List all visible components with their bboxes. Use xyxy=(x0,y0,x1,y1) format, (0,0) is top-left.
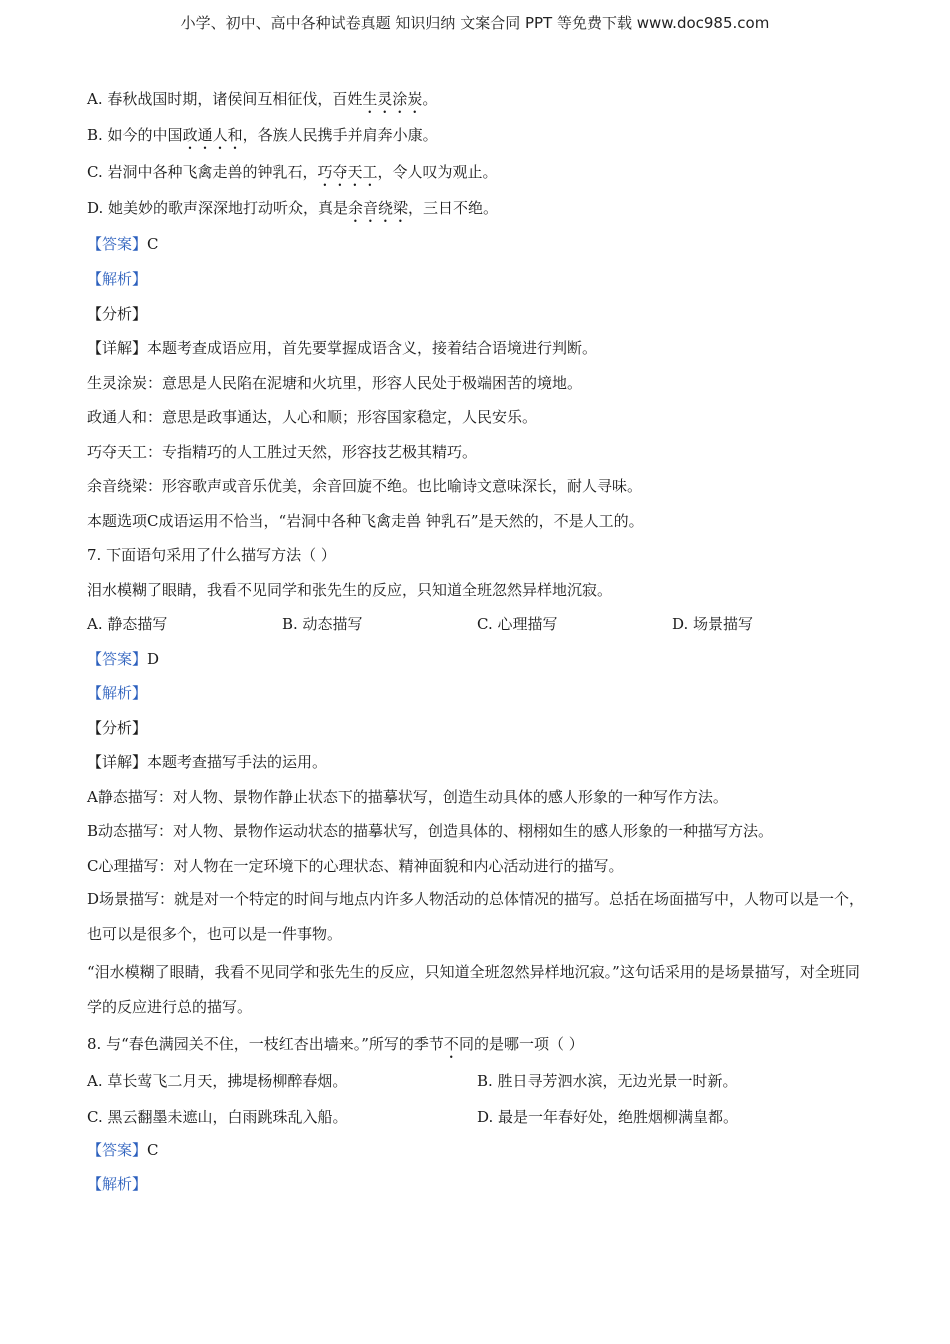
q8-options-row1 xyxy=(87,1071,867,1091)
q7-analysis-label: 【解析】 xyxy=(87,684,148,702)
q8-question: 8. 与“春色满园关不住，一枝红杏出墙来。”所写的季节不同的是哪一项（ ） xyxy=(87,1035,584,1053)
q7-conclusion: “泪水模糊了眼睛，我看不见同学和张先生的反应，只知道全班忽然异样地沉寂。”这句话采用的是场景描写，对全班同学的反应进行总的描写。 xyxy=(87,963,860,1016)
q6-analysis-label: 【解析】 xyxy=(87,270,148,288)
q7-answer: 【答案】D xyxy=(87,650,160,668)
q6-option-c: C. 岩洞中各种飞禽走兽的钟乳石，巧夺天工，令人叹为观止。 xyxy=(87,163,498,181)
q8-option: A. 草长莺飞二月天，拂堤杨柳醉春烟。 xyxy=(87,1072,348,1090)
q7-line: A静态描写：对人物、景物作静止状态下的描摹状写，创造生动具体的感人形象的一种写作方法。 xyxy=(87,788,728,806)
q6-answer: 【答案】C xyxy=(87,235,159,253)
q8-analysis-label: 【解析】 xyxy=(87,1175,148,1193)
dotted-idiom: 生灵涂炭 xyxy=(362,90,423,108)
q6-line: 生灵涂炭：意思是人民陷在泥塘和火坑里，形容人民处于极端困苦的境地。 xyxy=(87,374,583,392)
dotted-idiom: 政通人和 xyxy=(182,126,243,144)
q7-sentence: 泪水模糊了眼睛，我看不见同学和张先生的反应，只知道全班忽然异样地沉寂。 xyxy=(87,581,613,599)
q8-option: B. 胜日寻芳泗水滨，无边光景一时新。 xyxy=(477,1072,738,1090)
q8-option: D. 最是一年春好处，绝胜烟柳满皇都。 xyxy=(477,1108,739,1126)
q7-options xyxy=(87,614,867,634)
q6-line: 政通人和：意思是政事通达，人心和顺；形容国家稳定，人民安乐。 xyxy=(87,408,538,426)
q7-para-d: D场景描写：就是对一个特定的时间与地点内许多人物活动的总体情况的描写。总括在场面描写中，人物可以是一个，也可以是很多个，也可以是一件事物。 xyxy=(87,890,865,943)
q6-line: 巧夺天工：专指精巧的人工胜过天然，形容技艺极其精巧。 xyxy=(87,443,478,461)
q6-option-a: A. 春秋战国时期，诸侯间互相征伐，百姓生灵涂炭。 xyxy=(87,90,438,108)
q7-option: D. 场景描写 xyxy=(672,615,754,633)
q7-fenxi-label: 【分析】 xyxy=(87,719,148,737)
q6-option-d: D. 她美妙的歌声深深地打动听众，真是余音绕梁，三日不绝。 xyxy=(87,199,499,217)
q7-option: C. 心理描写 xyxy=(477,615,558,633)
page-header: 小学、初中、高中各种试卷真题 知识归纳 文案合同 PPT 等免费下载 www.doc985.com xyxy=(180,14,770,32)
q6-detail: 【详解】本题考查成语应用，首先要掌握成语含义，接着结合语境进行判断。 xyxy=(87,339,598,357)
q7-option: B. 动态描写 xyxy=(282,615,363,633)
q8-option: C. 黑云翻墨未遮山，白雨跳珠乱入船。 xyxy=(87,1108,348,1126)
q7-detail: 【详解】本题考查描写手法的运用。 xyxy=(87,753,328,771)
q8-options-row2 xyxy=(87,1107,867,1127)
dotted-char: 不 xyxy=(443,1035,459,1053)
q7-question: 7. 下面语句采用了什么描写方法（ ） xyxy=(87,546,336,564)
q8-answer: 【答案】C xyxy=(87,1141,159,1159)
q6-line: 本题选项C成语运用不恰当，“岩洞中各种飞禽走兽 钟乳石”是天然的，不是人工的。 xyxy=(87,512,644,530)
q6-fenxi-label: 【分析】 xyxy=(87,305,148,323)
q7-line: B动态描写：对人物、景物作运动状态的描摹状写，创造具体的、栩栩如生的感人形象的一种描写方法。 xyxy=(87,822,774,840)
q6-line: 余音绕梁：形容歌声或音乐优美，余音回旋不绝。也比喻诗文意味深长，耐人寻味。 xyxy=(87,477,643,495)
q7-option: A. 静态描写 xyxy=(87,615,168,633)
q7-line: C心理描写：对人物在一定环境下的心理状态、精神面貌和内心活动进行的描写。 xyxy=(87,857,624,875)
dotted-idiom: 巧夺天工 xyxy=(317,163,378,181)
dotted-idiom: 余音绕梁 xyxy=(348,199,409,217)
q6-option-b: B. 如今的中国政通人和，各族人民携手并肩奔小康。 xyxy=(87,126,438,144)
